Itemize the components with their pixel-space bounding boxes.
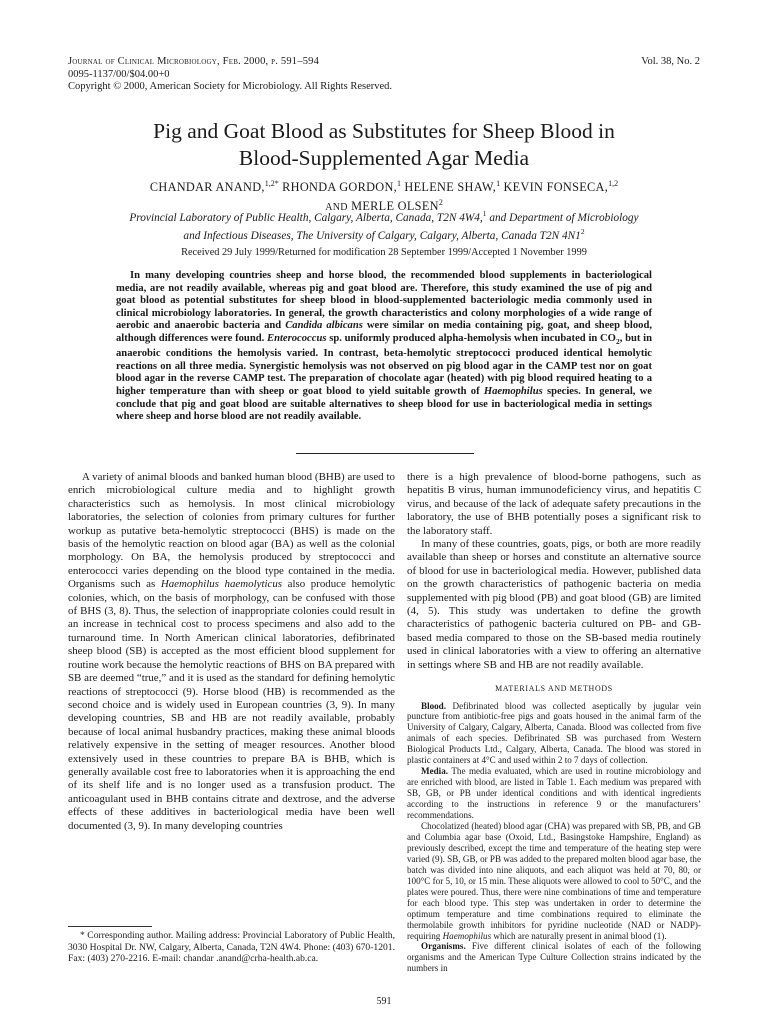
affiliation-mark: 2 <box>580 226 585 236</box>
methods-organisms-paragraph <box>407 941 701 974</box>
abstract-text: were similar on media containing pig, goat, and sheep blood, although differences were found. <box>116 320 652 344</box>
subsection-heading: Organisms. <box>421 941 466 952</box>
author-affiliation-mark: 1,2 <box>608 179 619 188</box>
article-title <box>68 118 700 172</box>
intro-paragraph <box>68 471 395 833</box>
title-line-2: Blood-Supplemented Agar Media <box>238 146 530 170</box>
body-text: A variety of animal bloods and banked human blood (BHB) are used to enrich microbiological culture media and to highlight growth characteristics such as hemolysis. In most clinical microbiology laboratories, the selection of colonies from primary cultures for further workup as putative beta-hemolytic streptococci (BHS) is made on the basis of the hemolytic reaction on blood agar (BA) as well as the colonial morphology. On BA, the hemolysis produced by streptococci and enterococci varies depending on the blood type contained in the media. Organisms such as <box>68 471 395 591</box>
volume-issue: Vol. 38, No. 2 <box>641 56 700 67</box>
received-dates: Received 29 July 1999/Returned for modification 28 September 1999/Accepted 1 November 1999 <box>181 247 587 258</box>
author-affiliation-mark: 1 <box>397 179 402 188</box>
author-name: RHONDA GORDON, <box>282 180 398 195</box>
body-text: Defibrinated blood was collected aseptically by jugular vein puncture from antibiotic-free pigs and goats housed in the animal farm of the University of Calgary, Calgary, Alberta, Canada. Blood was collected from five animals of each species. Defibrinated SB was purchased from Western Biological Products Ltd., Calgary, Alberta, Canada. The blood was stored in plastic containers at 4°C and used within 2 to 7 days of collection. <box>407 700 701 766</box>
affiliation-2: and Infectious Diseases, The University of Calgary, Calgary, Alberta, Canada T2N 4N1 <box>183 229 581 242</box>
author-name: HELENE SHAW, <box>404 180 497 195</box>
body-text: Chocolatized (heated) blood agar (CHA) was prepared with SB, PB, and GB and Columbia agar base (Oxoid, Ltd., Basingstoke Hampshire, England) as previously described, except the time and temperature of the heating step were varied (9). SB, GB, or PB was added to the prepared molten blood agar base, the batch was divided into nine aliquots, and each aliquot was held at 70, 80, or 100°C for 5, 10, or 15 min. These aliquots were allowed to cool to 50°C, and the plates were poured. Thus, there were nine combinations of time and temperature for each blood type. This step was undertaken in order to determine the optimum temperature and time combinations required to eliminate the thermolabile growth inhibitors for pyridine nucleotide (NAD or NADP)-requiring <box>407 820 701 941</box>
body-text: which are naturally present in animal blood (1). <box>491 930 667 941</box>
footnote-divider <box>68 926 152 927</box>
abstract-text: , but in anaerobic conditions the hemolysis varied. In contrast, beta-hemolytic streptococci produced identical hemolytic reactions on all three media. Synergistic hemolysis was not observed on pig blood agar in the CAMP test nor on goat blood agar in the reverse CAMP test. The preparation of chocolate agar (heated) with pig blood required heating to a higher temperature than with sheep or goat blood to yield suitable growth of <box>116 332 653 398</box>
abstract-text: species. In general, we conclude that pig and goat blood are suitable alternatives to sheep blood for use in bacteriological media in settings where sheep and horse blood are not readily available. <box>116 386 653 423</box>
journal-citation: Journal of Clinical Microbiology, Feb. 2000, p. 591–594 <box>68 56 320 67</box>
intro-paragraph-2: In many of these countries, goats, pigs, or both are more readily available than sheep or horses and constitute an alternative source of blood for use in bacteriological media. However, published data on the growth characteristics of pathogenic bacteria on media supplemented with pig blood (PB) and goat blood (GB) are limited (4, 5). This study was undertaken to define the growth characteristics of pathogenic bacteria cultured on PB- and GB-based media compared to those on the SB-based media routinely used in clinical laboratories with a view to offering an alternative in settings where SB and HB are not readily available. <box>407 538 701 671</box>
section-heading: MATERIALS AND METHODS <box>495 684 613 694</box>
subsection-heading: Media. <box>421 766 449 777</box>
author-affiliation-mark: 1 <box>496 179 501 188</box>
intro-continuation: there is a high prevalence of blood-borne pathogens, such as hepatitis B virus, human immunodeficiency virus, and hepatitis C virus, and because of the lack of adequate safety precautions in the laboratory, the use of BHB potentially poses a significant risk to the laboratory staff. <box>407 471 701 537</box>
methods-blood-paragraph <box>407 701 701 767</box>
species-name: Candida albicans <box>285 320 363 332</box>
abstract-divider <box>296 453 474 454</box>
page-number: 591 <box>376 996 392 1007</box>
body-text: The media evaluated, which are used in routine microbiology and are enriched with blood, are listed in Table 1. Each medium was prepared with SB, GB, or PB under identical conditions and with identical ingredients according to the instructions in reference 9 or the manufacturers’ recommendations. <box>407 766 701 821</box>
species-name: Haemophilus haemolyticus <box>160 578 283 591</box>
abstract-text: In many developing countries sheep and horse blood, the recommended blood supplements in bacteriological media, are not readily available, whereas pig and goat blood are. Therefore, this study examined the use of pig and goat blood as potential substitutes for sheep blood in blood-supplemented bacteriologic media commonly used in clinical microbiology laboratories. In general, the growth characteristics and colony morphologies of a wide range of aerobic and anaerobic bacteria and <box>116 270 652 332</box>
methods-text <box>407 701 701 975</box>
abstract-text: sp. uniformly produced alpha-hemolysis when incubated in CO <box>326 332 616 344</box>
title-line-1: Pig and Goat Blood as Substitutes for Sheep Blood in <box>153 119 615 143</box>
affiliation-mark: 1 <box>482 209 487 218</box>
issn-line: 0095-1137/00/$04.00+0 <box>68 68 170 80</box>
journal-header <box>68 56 392 94</box>
body-text: also produce hemolytic colonies, which, on the basis of morphology, can be confused with those of BHS (3, 8). Thus, the selection of inappropriate colonies could result in an increase in technical cost to process specimens and also add to the turnaround time. In North American clinical laboratories, defibrinated sheep blood (SB) is accepted as the most efficient blood supplement for routine work because the hemolytic reactions of BHS on BA prepared with SB are deemed “true,” and it is used as the standard for defining hemolytic reactions of streptococci (9). Horse blood (HB) is recommended as the second choice and is widely used in European countries (3, 9). In many developing countries, SB and HB are not readily available, probably because of local animal husbandry practices, making these animal bloods relatively expensive in the setting of meager resources. Another blood extensively used in these countries to prepare BA is BHB, which is generally available cost free to laboratories when it is approaching the end of its shelf life and is no longer used as a transfusion product. The anticoagulant used in BHB contains citrate and dextrose, and the adverse effects of these additives in bacteriological media have been well documented (3, 9). In many developing countries <box>68 578 396 832</box>
author-name: KEVIN FONSECA, <box>503 180 609 195</box>
copyright-line: Copyright © 2000, American Society for Microbiology. All Rights Reserved. <box>68 81 393 92</box>
subscript: 2 <box>615 336 620 346</box>
affiliation-1: Provincial Laboratory of Public Health, Calgary, Alberta, Canada, T2N 4W4, <box>129 211 483 224</box>
author-conjunction: AND <box>325 202 348 214</box>
species-name: Haemophilus <box>483 386 543 398</box>
body-text: Five different clinical isolates of each of the following organisms and the American Type Culture Collection strains indicated by the numbers in <box>407 941 701 974</box>
methods-chocolate-paragraph <box>407 821 701 941</box>
author-affiliation-mark: 2 <box>438 198 443 208</box>
abstract <box>116 270 652 424</box>
author-name: MERLE OLSEN <box>347 199 439 214</box>
author-affiliation-mark: 1,2* <box>264 179 279 188</box>
affiliations <box>68 207 700 243</box>
author-name: CHANDAR ANAND, <box>149 180 265 195</box>
subsection-heading: Blood. <box>421 700 447 711</box>
methods-media-paragraph <box>407 766 701 821</box>
left-column <box>68 471 395 833</box>
affiliation-2-start: and Department of Microbiology <box>486 211 639 224</box>
species-name: Enterococcus <box>267 332 327 344</box>
species-name: Haemophilus <box>442 930 492 941</box>
footnote: * Corresponding author. Mailing address: Provincial Laboratory of Public Health, 3030 Hospital Dr. NW, Calgary, Alberta, Canada, T2N 4W4. Phone: (403) 670-1201. Fax: (403) 270-2216. E-mail: chandar .anand@crha-health.ab.ca. <box>68 930 395 965</box>
right-column <box>407 471 701 974</box>
